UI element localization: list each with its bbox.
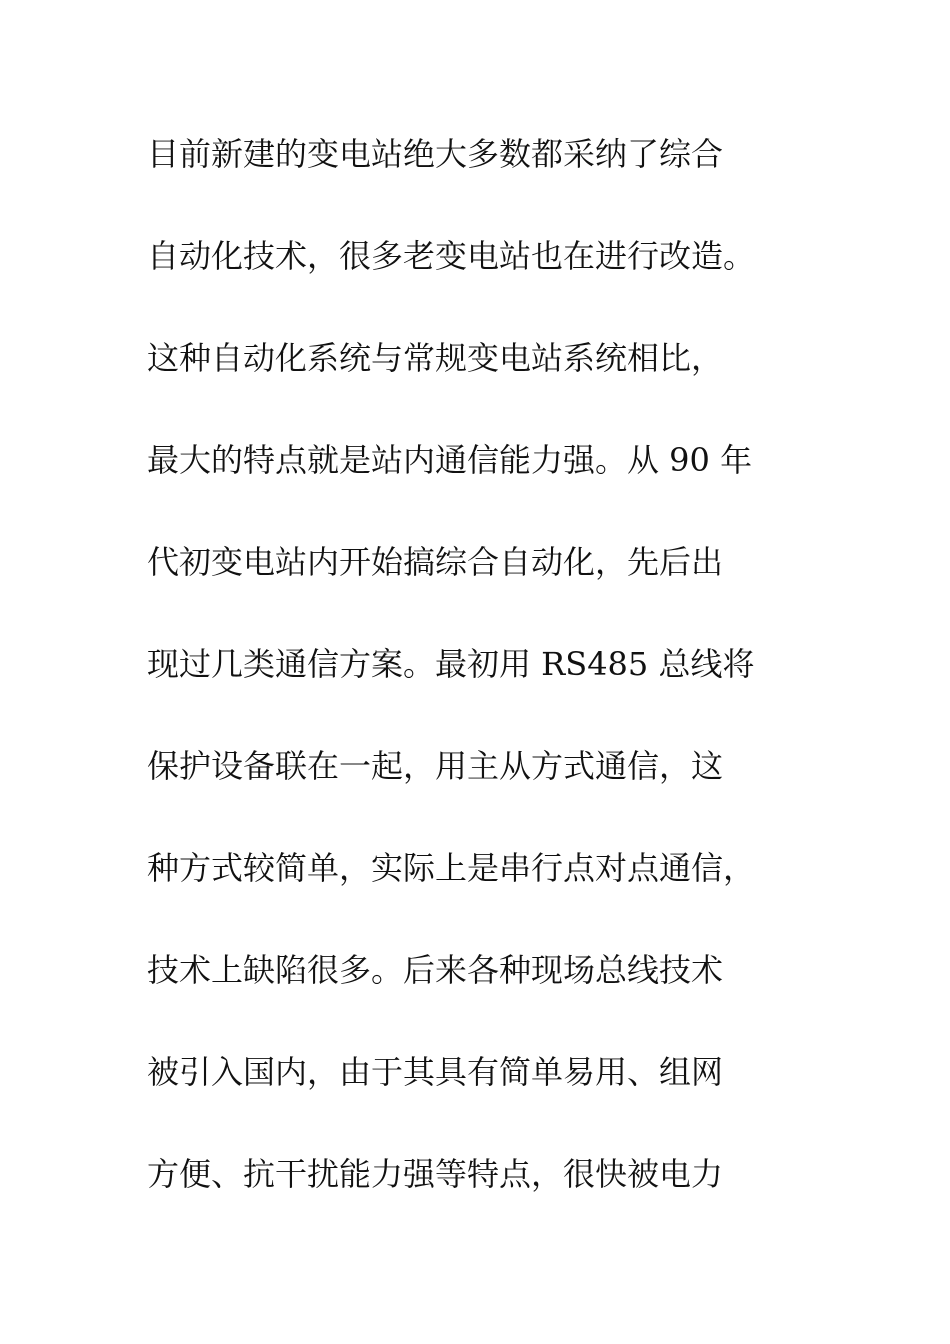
text-line: 保护设备联在一起，用主从方式通信，这: [147, 747, 724, 785]
text-line: 最大的特点就是站内通信能力强。从 90 年: [147, 441, 753, 479]
text-line: 目前新建的变电站绝大多数都采纳了综合: [147, 135, 724, 173]
text-line: 现过几类通信方案。最初用 RS485 总线将: [147, 645, 755, 683]
text-line: 自动化技术，很多老变电站也在进行改造。: [147, 237, 756, 275]
text-line: 方便、抗干扰能力强等特点，很快被电力: [147, 1155, 724, 1193]
text-line: 技术上缺陷很多。后来各种现场总线技术: [147, 951, 724, 989]
text-line: 代初变电站内开始搞综合自动化，先后出: [147, 543, 724, 581]
body-text: [147, 125, 867, 1247]
text-line: 这种自动化系统与常规变电站系统相比，: [147, 339, 724, 377]
text-line: 种方式较简单，实际上是串行点对点通信，: [147, 849, 756, 887]
text-line: 被引入国内，由于其具有简单易用、组网: [147, 1053, 724, 1091]
